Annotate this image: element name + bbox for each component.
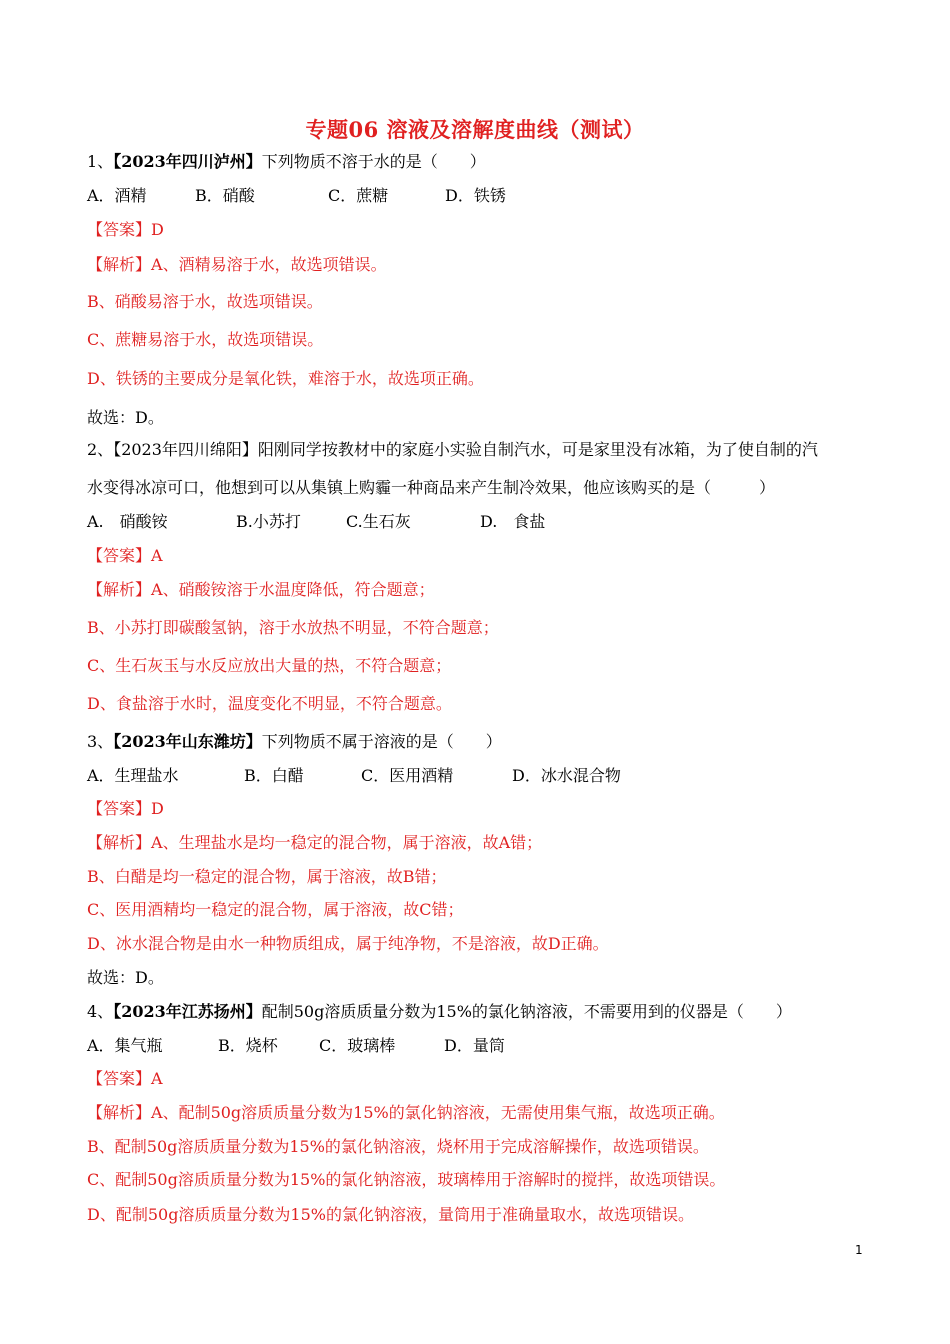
- analysis-text: A、配制50g溶质质量分数为15%的氯化钠溶液，无需使用集气瓶，故选项正确。: [151, 1103, 725, 1122]
- question-1-analysis-3: C、蔗糖易溶于水，故选项错误。: [87, 330, 324, 349]
- answer-label: 【答案】: [87, 220, 152, 239]
- question-4-options: [87, 1035, 505, 1057]
- question-source: 【2023年四川泸州】: [113, 152, 262, 171]
- page-number: 1: [855, 1243, 863, 1257]
- option-b: B.小苏打: [236, 512, 301, 531]
- analysis-label: 【解析】: [87, 580, 152, 599]
- question-3-options: [87, 765, 621, 787]
- question-2-analysis-2: B、小苏打即碳酸氢钠，溶于水放热不明显，不符合题意；: [87, 618, 499, 637]
- option-c: C．蔗糖: [328, 186, 389, 205]
- question-source: 【2023年山东潍坊】: [113, 732, 262, 751]
- analysis-text: A、硝酸铵溶于水温度降低，符合题意；: [151, 580, 435, 599]
- question-2-analysis-4: D、食盐溶于水时，温度变化不明显，不符合题意。: [87, 694, 452, 713]
- question-2-stem-continued: 水变得冰凉可口，他想到可以从集镇上购霾一种商品来产生制冷效果，他应该购买的是（ ）: [87, 478, 776, 497]
- analysis-label: 【解析】: [87, 1103, 152, 1122]
- option-b: B．硝酸: [195, 186, 255, 205]
- question-1-stem: [87, 151, 486, 173]
- option-d: D．铁锈: [445, 186, 506, 205]
- option-c: C．玻璃棒: [319, 1036, 396, 1055]
- question-text: 阳刚同学按教材中的家庭小实验自制汽水，可是家里没有冰箱，为了使自制的汽: [257, 440, 818, 459]
- option-c: C．医用酒精: [361, 766, 454, 785]
- analysis-text: A、生理盐水是均一稳定的混合物，属于溶液，故A错；: [151, 833, 543, 852]
- analysis-label: 【解析】: [87, 833, 152, 852]
- question-4-analysis-4: D、配制50g溶质质量分数为15%的氯化钠溶液，量筒用于准确量取水，故选项错误。: [87, 1205, 694, 1224]
- answer-value: D: [151, 799, 164, 818]
- question-3-analysis-2: B、白醋是均一稳定的混合物，属于溶液，故B错；: [87, 867, 447, 886]
- question-1-options: [87, 185, 506, 207]
- option-c: C.生石灰: [346, 512, 411, 531]
- option-b: B．白醋: [244, 766, 304, 785]
- answer-label: 【答案】: [87, 799, 152, 818]
- question-4-analysis-2: B、配制50g溶质质量分数为15%的氯化钠溶液，烧杯用于完成溶解操作，故选项错误。: [87, 1137, 709, 1156]
- question-1-analysis-1: [87, 254, 387, 276]
- question-2-stem: [87, 439, 818, 461]
- option-d: D．量筒: [444, 1036, 505, 1055]
- question-source: 【2023年江苏扬州】: [113, 1002, 262, 1021]
- question-text: 配制50g溶质质量分数为15%的氯化钠溶液，不需要用到的仪器是（ ）: [261, 1002, 792, 1021]
- analysis-text: A、酒精易溶于水，故选项错误。: [151, 255, 387, 274]
- option-d: D. 食盐: [480, 512, 546, 531]
- question-2-analysis-1: [87, 579, 435, 601]
- question-2-analysis-3: C、生石灰玉与水反应放出大量的热，不符合题意；: [87, 656, 452, 675]
- question-1-analysis-4: D、铁锈的主要成分是氧化铁，难溶于水，故选项正确。: [87, 369, 484, 388]
- question-text: 下列物质不溶于水的是（ ）: [261, 152, 486, 171]
- question-2-options: [87, 511, 545, 533]
- question-4-analysis-1: [87, 1102, 725, 1124]
- question-text: 下列物质不属于溶液的是（ ）: [261, 732, 502, 751]
- answer-value: A: [151, 1069, 163, 1088]
- option-a: A．生理盐水: [87, 766, 179, 785]
- question-4-answer: [87, 1068, 163, 1090]
- question-3-analysis-3: C、医用酒精均一稳定的混合物，属于溶液，故C错；: [87, 900, 464, 919]
- question-1-analysis-2: B、硝酸易溶于水，故选项错误。: [87, 292, 323, 311]
- question-3-analysis-4: D、冰水混合物是由水一种物质组成，属于纯净物，不是溶液，故D正确。: [87, 934, 609, 953]
- question-2-answer: [87, 545, 163, 567]
- answer-value: D: [151, 220, 164, 239]
- question-3-conclusion: 故选：D。: [87, 968, 164, 987]
- question-3-answer: [87, 798, 164, 820]
- option-a: A．集气瓶: [87, 1036, 163, 1055]
- question-1-answer: [87, 219, 164, 241]
- answer-label: 【答案】: [87, 1069, 152, 1088]
- question-1-conclusion: 故选：D。: [87, 408, 164, 427]
- question-source: 【2023年四川绵阳】: [113, 440, 258, 459]
- question-3-stem: [87, 731, 502, 753]
- analysis-label: 【解析】: [87, 255, 152, 274]
- page-title: 专题06 溶液及溶解度曲线（测试）: [305, 117, 645, 142]
- question-4-stem: [87, 1001, 792, 1023]
- option-a: A. 硝酸铵: [87, 512, 168, 531]
- question-number: 1、: [87, 152, 114, 171]
- option-a: A．酒精: [87, 186, 147, 205]
- question-4-analysis-3: C、配制50g溶质质量分数为15%的氯化钠溶液，玻璃棒用于溶解时的搅拌，故选项错误。: [87, 1170, 726, 1189]
- option-d: D．冰水混合物: [512, 766, 621, 785]
- option-b: B．烧杯: [218, 1036, 278, 1055]
- question-number: 2、: [87, 440, 114, 459]
- answer-value: A: [151, 546, 163, 565]
- question-number: 3、: [87, 732, 114, 751]
- answer-label: 【答案】: [87, 546, 152, 565]
- question-3-analysis-1: [87, 832, 542, 854]
- question-number: 4、: [87, 1002, 114, 1021]
